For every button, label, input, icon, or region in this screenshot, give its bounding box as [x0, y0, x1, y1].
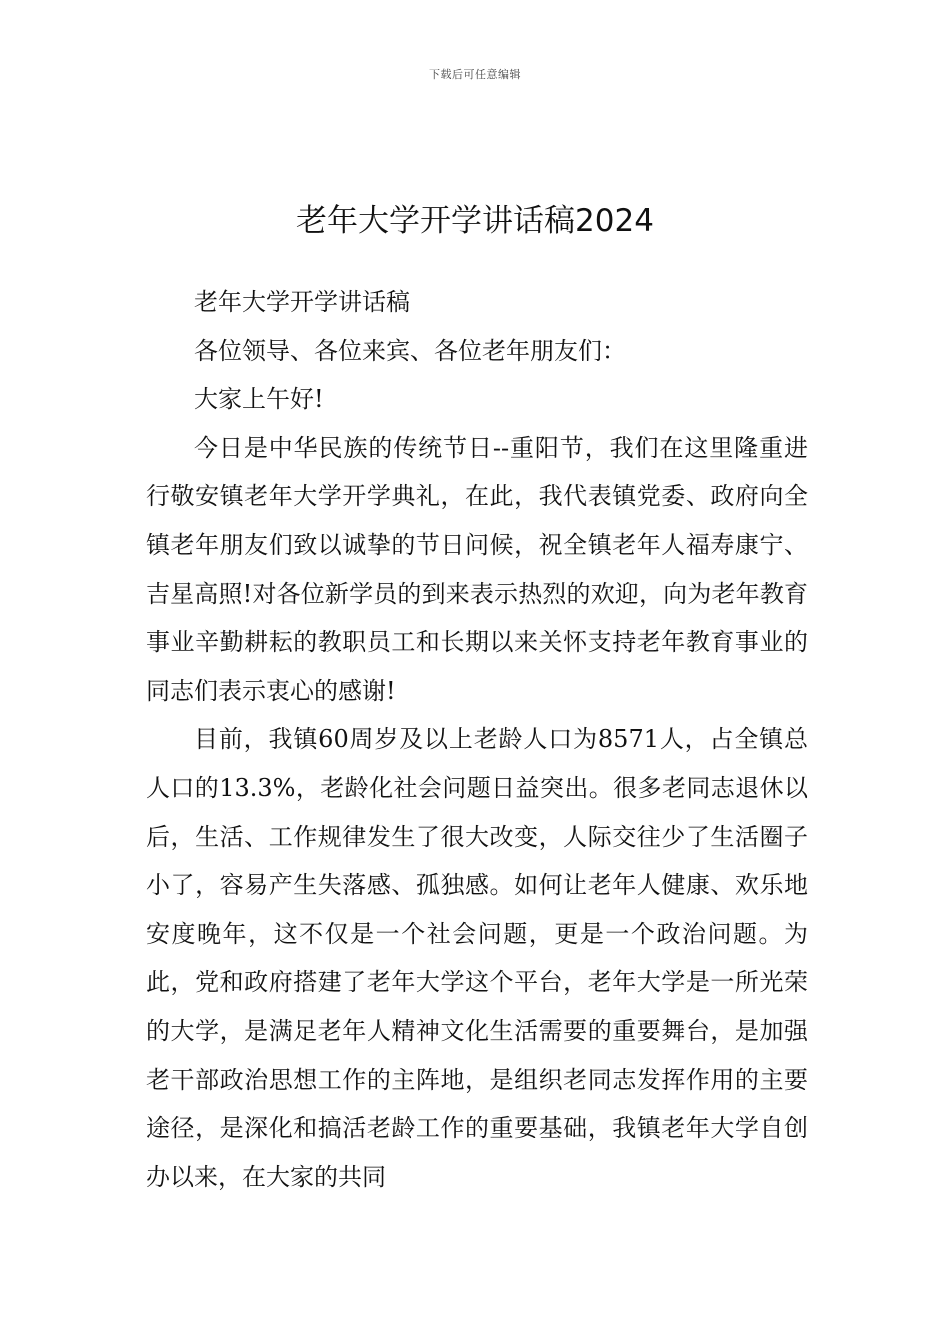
paragraph-body: 目前，我镇60周岁及以上老龄人口为8571人，占全镇总人口的13.3%，老龄化社会问题日益突出。很多老同志退休以后，生活、工作规律发生了很大改变，人际交往少了生活圈子小了，容易产生失落感、孤独感。如何让老年人健康、欢乐地安度晚年，这不仅是一个社会问题，更是一个政治问题。为此，党和政府搭建了老年大学这个平台，老年大学是一所光荣的大学，是满足老年人精神文化生活需要的重要舞台，是加强老干部政治思想工作的主阵地，是组织老同志发挥作用的主要途径，是深化和搞活老龄工作的重要基础，我镇老年大学自创办以来，在大家的共同 — [146, 725, 808, 1191]
header-note: 下载后可任意编辑 — [429, 68, 521, 81]
paragraph-salutation: 各位领导、各位来宾、各位老年朋友们： — [194, 336, 626, 365]
document-body — [146, 278, 808, 1201]
document-title: 老年大学开学讲话稿2024 — [296, 202, 654, 239]
paragraph-body: 今日是中华民族的传统节日--重阳节，我们在这里隆重进行敬安镇老年大学开学典礼，在此，我代表镇党委、政府向全镇老年朋友们致以诚挚的节日问候，祝全镇老年人福寿康宁、吉星高照!对各位新学员的到来表示热烈的欢迎，向为老年教育事业辛勤耕耘的教职员工和长期以来关怀支持老年教育事业的同志们表示衷心的感谢! — [146, 433, 808, 705]
paragraph-subtitle: 老年大学开学讲话稿 — [194, 288, 410, 316]
paragraph-greeting: 大家上午好! — [194, 385, 324, 414]
